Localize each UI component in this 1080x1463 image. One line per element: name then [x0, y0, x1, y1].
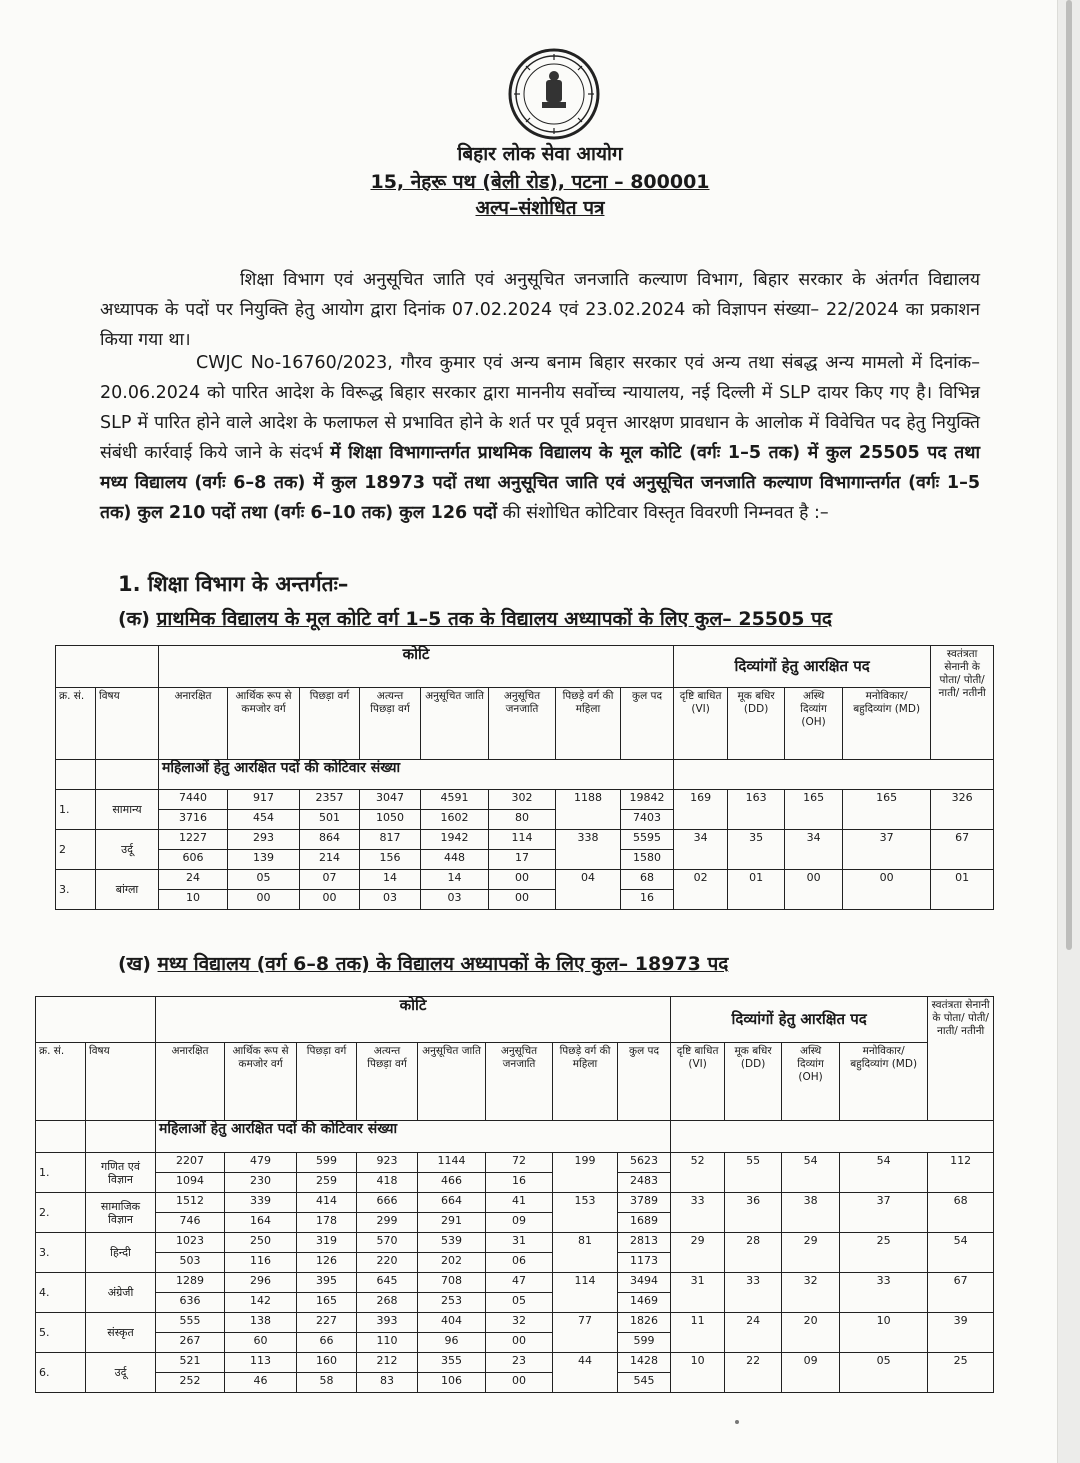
cell-women: 259: [297, 1173, 357, 1193]
cell-women: 142: [225, 1293, 297, 1313]
cell-total: 404: [418, 1313, 486, 1333]
cell-women: 106: [418, 1373, 486, 1393]
cell-total: 479: [225, 1153, 297, 1173]
cell-total: 817: [360, 830, 421, 850]
header-row-cols: [36, 1043, 994, 1121]
row-sno: 2: [56, 830, 96, 870]
row-sno: 3.: [56, 870, 96, 910]
corner-cell: [36, 997, 156, 1043]
cell-divyang: 00: [785, 870, 843, 910]
category-header: आर्थिक रूप से कमजोर वर्ग: [228, 688, 300, 760]
sno-header: क्र. सं.: [36, 1043, 86, 1121]
koti-header: कोटि: [159, 646, 674, 688]
cell-women-total: 599: [618, 1333, 671, 1353]
cell-women: 83: [357, 1373, 418, 1393]
cell-total: 07: [300, 870, 360, 890]
cell-freedom-fighter: 25: [928, 1353, 994, 1393]
freedom-fighter-header: स्वतंत्रता सेनानी के पोता/ पोती/ नाती/ नतीनी: [931, 646, 994, 760]
subsection-a-text: प्राथमिक विद्यालय के मूल कोटि वर्ग 1–5 तक के विद्यालय अध्यापकों के लिए कुल– 25505 पद: [156, 608, 832, 630]
cell-divyang: 38: [782, 1193, 840, 1233]
cell-bc-women: 44: [553, 1353, 618, 1393]
divyang-col-header: मनोविकार/ बहुदिव्यांग (MD): [840, 1043, 928, 1121]
cell-women: 299: [357, 1213, 418, 1233]
cell-bc-women: 199: [553, 1153, 618, 1193]
cell-total: 923: [357, 1153, 418, 1173]
cell-women: 214: [300, 850, 360, 870]
cell-total-posts: 5595: [621, 830, 674, 850]
cell-total: 47: [486, 1273, 553, 1293]
cell-women: 03: [421, 890, 489, 910]
cell-women: 291: [418, 1213, 486, 1233]
category-header: अनुसूचित जाति: [421, 688, 489, 760]
paragraph-1: शिक्षा विभाग एवं अनुसूचित जाति एवं अनुसूचित जनजाति कल्याण विभाग, बिहार सरकार के अंतर्गत विद्यालय अध्यापक के पदों पर नियुक्ति हेतु आयोग द्वारा दिनांक 07.02.2024 एवं 23.02.2024 को विज्ञापन संख्या– 22/2024 का प्रकाशन किया गया था।: [100, 270, 980, 350]
cell-total: 32: [486, 1313, 553, 1333]
cell-total: 2207: [156, 1153, 225, 1173]
cell-women: 1602: [421, 810, 489, 830]
cell-divyang: 33: [725, 1273, 782, 1313]
row-sno: 6.: [36, 1353, 86, 1393]
cell-total: 1023: [156, 1233, 225, 1253]
cell-total-posts: 1826: [618, 1313, 671, 1333]
women-reserved-row: [56, 760, 994, 790]
cell-divyang: 09: [782, 1353, 840, 1393]
category-header: कुल पद: [618, 1043, 671, 1121]
cell-freedom-fighter: 326: [931, 790, 994, 830]
cell-total: 521: [156, 1353, 225, 1373]
cell-freedom-fighter: 112: [928, 1153, 994, 1193]
cell-divyang: 54: [782, 1153, 840, 1193]
divyang-col-header: मूक बधिर (DD): [725, 1043, 782, 1121]
table-row: [36, 1193, 994, 1213]
category-header: पिछड़ा वर्ग: [297, 1043, 357, 1121]
header-row-top: [56, 646, 994, 688]
cell-women: 454: [228, 810, 300, 830]
cell-divyang: 54: [840, 1153, 928, 1193]
category-header: आर्थिक रूप से कमजोर वर्ग: [225, 1043, 297, 1121]
row-sno: 3.: [36, 1233, 86, 1273]
row-subject: उर्दू: [86, 1353, 156, 1393]
cell-total: 664: [418, 1193, 486, 1213]
subsection-b-prefix: (ख): [118, 953, 151, 975]
category-header: अनुसूचित जनजाति: [486, 1043, 553, 1121]
cell-total: 414: [297, 1193, 357, 1213]
cell-bc-women: 04: [556, 870, 621, 910]
cell-women: 202: [418, 1253, 486, 1273]
category-header: अनारक्षित: [159, 688, 228, 760]
cell-total: 4591: [421, 790, 489, 810]
row-subject: गणित एवं विज्ञान: [86, 1153, 156, 1193]
cell-women-total: 545: [618, 1373, 671, 1393]
cell-freedom-fighter: 67: [928, 1273, 994, 1313]
cell-bc-women: 338: [556, 830, 621, 870]
cell-women: 110: [357, 1333, 418, 1353]
cell-total: 160: [297, 1353, 357, 1373]
cell-divyang: 31: [671, 1273, 725, 1313]
cell-divyang: 02: [674, 870, 728, 910]
cell-women: 126: [297, 1253, 357, 1273]
cell-divyang: 11: [671, 1313, 725, 1353]
cell-divyang: 10: [840, 1313, 928, 1353]
cell-freedom-fighter: 67: [931, 830, 994, 870]
cell-women: 10: [159, 890, 228, 910]
cell-total: 539: [418, 1233, 486, 1253]
cell-women: 178: [297, 1213, 357, 1233]
cell-total: 14: [360, 870, 421, 890]
women-reserved-row: [36, 1121, 994, 1153]
table-row: [36, 1313, 994, 1333]
cell-bc-women: 77: [553, 1313, 618, 1353]
cell-women: 503: [156, 1253, 225, 1273]
cell-total: 302: [489, 790, 556, 810]
row-sno: 1.: [36, 1153, 86, 1193]
cell-women: 00: [300, 890, 360, 910]
cell-women: 165: [297, 1293, 357, 1313]
table-row: [36, 1233, 994, 1253]
cell-divyang: 33: [840, 1273, 928, 1313]
cell-total: 393: [357, 1313, 418, 1333]
category-header: अत्यन्त पिछड़ा वर्ग: [360, 688, 421, 760]
section-heading: 1. शिक्षा विभाग के अन्तर्गतः–: [118, 572, 349, 596]
cell-divyang: 29: [671, 1233, 725, 1273]
cell-women: 05: [486, 1293, 553, 1313]
org-name: बिहार लोक सेवा आयोग: [457, 143, 623, 165]
cell-total: 14: [421, 870, 489, 890]
cell-total: 555: [156, 1313, 225, 1333]
cell-women-total: 2483: [618, 1173, 671, 1193]
cell-women-total: 16: [621, 890, 674, 910]
cell-women: 156: [360, 850, 421, 870]
cell-total: 599: [297, 1153, 357, 1173]
cell-women: 58: [297, 1373, 357, 1393]
cell-women-total: 1689: [618, 1213, 671, 1233]
cell-freedom-fighter: 01: [931, 870, 994, 910]
cell-women: 03: [360, 890, 421, 910]
table-body: [36, 997, 994, 1393]
cell-women: 17: [489, 850, 556, 870]
table-row: [36, 1353, 994, 1373]
cell-total: 1227: [159, 830, 228, 850]
cell-women: 746: [156, 1213, 225, 1233]
cell-total: 666: [357, 1193, 418, 1213]
cell-total: 250: [225, 1233, 297, 1253]
cell-total-posts: 1428: [618, 1353, 671, 1373]
document-title: अल्प–संशोधित पत्र: [475, 197, 605, 219]
cell-total-posts: 3494: [618, 1273, 671, 1293]
row-subject: सामान्य: [96, 790, 159, 830]
cell-divyang: 55: [725, 1153, 782, 1193]
row-subject: संस्कृत: [86, 1313, 156, 1353]
cell-divyang: 34: [674, 830, 728, 870]
cell-total: 3047: [360, 790, 421, 810]
table-row: [56, 830, 994, 850]
row-subject: बांग्ला: [96, 870, 159, 910]
cell-women: 606: [159, 850, 228, 870]
cell-women: 139: [228, 850, 300, 870]
cell-total: 31: [486, 1233, 553, 1253]
row-sno: 4.: [36, 1273, 86, 1313]
paragraph-2-tail: की संशोधित कोटिवार विस्तृत विवरणी निम्नवत है :–: [502, 503, 829, 523]
cell-bc-women: 114: [553, 1273, 618, 1313]
cell-women: 00: [228, 890, 300, 910]
cell-total-posts: 5623: [618, 1153, 671, 1173]
cell-total: 1942: [421, 830, 489, 850]
cell-women: 252: [156, 1373, 225, 1393]
subsection-a-prefix: (क): [118, 608, 150, 630]
cell-total: 113: [225, 1353, 297, 1373]
row-subject: अंग्रेजी: [86, 1273, 156, 1313]
table-body: [56, 646, 994, 910]
cell-divyang: 25: [840, 1233, 928, 1273]
cell-divyang: 165: [785, 790, 843, 830]
cell-total: 645: [357, 1273, 418, 1293]
cell-women: 418: [357, 1173, 418, 1193]
cell-total: 1512: [156, 1193, 225, 1213]
cell-total: 395: [297, 1273, 357, 1293]
table-row: [56, 870, 994, 890]
cell-freedom-fighter: 68: [928, 1193, 994, 1233]
subject-header: विषय: [86, 1043, 156, 1121]
row-sno: 1.: [56, 790, 96, 830]
cell-total-posts: 68: [621, 870, 674, 890]
cell-women-total: 7403: [621, 810, 674, 830]
cell-total: 708: [418, 1273, 486, 1293]
cell-total: 212: [357, 1353, 418, 1373]
cell-women: 230: [225, 1173, 297, 1193]
cell-total: 319: [297, 1233, 357, 1253]
speck: [735, 1420, 739, 1424]
cell-women: 3716: [159, 810, 228, 830]
cell-women: 00: [489, 890, 556, 910]
cell-total: 114: [489, 830, 556, 850]
category-header: अनुसूचित जनजाति: [489, 688, 556, 760]
cell-women: 96: [418, 1333, 486, 1353]
cell-women-total: 1580: [621, 850, 674, 870]
cell-total: 864: [300, 830, 360, 850]
table-row: [36, 1273, 994, 1293]
cell-women: 268: [357, 1293, 418, 1313]
cell-women: 267: [156, 1333, 225, 1353]
cell-freedom-fighter: 39: [928, 1313, 994, 1353]
divyang-col-header: मूक बधिर (DD): [728, 688, 785, 760]
blank-cell: [36, 1121, 86, 1153]
cell-total: 24: [159, 870, 228, 890]
corner-cell: [56, 646, 159, 688]
divyang-col-header: दृष्टि बाधित (VI): [671, 1043, 725, 1121]
cell-freedom-fighter: 54: [928, 1233, 994, 1273]
cell-divyang: 05: [840, 1353, 928, 1393]
row-sno: 2.: [36, 1193, 86, 1233]
subsection-b-text: मध्य विद्यालय (वर्ग 6–8 तक) के विद्यालय अध्यापकों के लिए कुल– 18973 पद: [157, 953, 729, 975]
cell-total-posts: 3789: [618, 1193, 671, 1213]
subsection-a-heading: [118, 605, 832, 631]
cell-divyang: 163: [728, 790, 785, 830]
paragraph-2-bold: में शिक्षा विभागान्तर्गत प्राथमिक विद्यालय के मूल कोटि (वर्गः 1–5 तक) में कुल 25505 पद तथा मध्य विद्यालय (वर्गः 6–8 तक) में कुल 18973 पदों तथा अनुसूचित जाति एवं अनुसूचित जनजाति कल्याण विभागान्तर्गत (वर्गः 1–5 तक) कुल 210 पदों तथा (वर्गः 6–10 तक) कुल 126 पदों: [100, 443, 980, 523]
blank-cell: [674, 760, 994, 790]
cell-women: 00: [486, 1373, 553, 1393]
cell-total: 23: [486, 1353, 553, 1373]
cell-women-total: 1173: [618, 1253, 671, 1273]
divyang-header: दिव्यांगों हेतु आरक्षित पद: [671, 997, 928, 1043]
bpsc-seal-emblem: [508, 48, 600, 140]
header-row-cols: [56, 688, 994, 760]
cell-divyang: 01: [728, 870, 785, 910]
paragraph-2-text: CWJC No-16760/2023, गौरव कुमार एवं अन्य बनाम बिहार सरकार एवं अन्य तथा संबद्ध अन्य मामलो में दिनांक–20.06.2024 को पारित आदेश के विरूद्ध बिहार सरकार द्वारा माननीय सर्वोच्च न्यायालय, नई दिल्ली में SLP दायर किए गए है। विभिन्न SLP में पारित होने वाले आदेश के फलाफल से प्रभावित होने के शर्त पर पूर्व प्रवृत्त आरक्षण प्रावधान के आलोक में विवेचित पद हेतु नियुक्ति संबंधी कार्रवाई किये जाने के संदर्भ: [100, 353, 980, 463]
cell-total: 296: [225, 1273, 297, 1293]
cell-women: 448: [421, 850, 489, 870]
women-reserved-label: महिलाओं हेतु आरक्षित पदों की कोटिवार संख्या: [156, 1121, 671, 1153]
cell-women: 46: [225, 1373, 297, 1393]
cell-total: 355: [418, 1353, 486, 1373]
cell-divyang: 165: [843, 790, 931, 830]
category-header: कुल पद: [621, 688, 674, 760]
cell-women: 09: [486, 1213, 553, 1233]
cell-divyang: 52: [671, 1153, 725, 1193]
category-header: पिछड़े वर्ग की महिला: [556, 688, 621, 760]
category-header: पिछड़े वर्ग की महिला: [553, 1043, 618, 1121]
cell-total: 00: [489, 870, 556, 890]
cell-women: 66: [297, 1333, 357, 1353]
table-row: [36, 1153, 994, 1173]
cell-women-total: 1469: [618, 1293, 671, 1313]
subsection-b-heading: [118, 950, 728, 976]
cell-divyang: 34: [785, 830, 843, 870]
cell-total: 339: [225, 1193, 297, 1213]
cell-divyang: 29: [782, 1233, 840, 1273]
cell-women: 501: [300, 810, 360, 830]
table-middle-school: [35, 996, 994, 1393]
cell-divyang: 36: [725, 1193, 782, 1233]
cell-total: 293: [228, 830, 300, 850]
subject-header: विषय: [96, 688, 159, 760]
cell-women: 1050: [360, 810, 421, 830]
table-primary-school: [55, 645, 994, 910]
row-subject: हिन्दी: [86, 1233, 156, 1273]
cell-total: 1289: [156, 1273, 225, 1293]
cell-women: 00: [486, 1333, 553, 1353]
cell-divyang: 33: [671, 1193, 725, 1233]
blank-cell: [671, 1121, 994, 1153]
cell-women: 220: [357, 1253, 418, 1273]
cell-women: 80: [489, 810, 556, 830]
cell-women: 06: [486, 1253, 553, 1273]
cell-bc-women: 153: [553, 1193, 618, 1233]
cell-total: 227: [297, 1313, 357, 1333]
cell-women: 116: [225, 1253, 297, 1273]
cell-women: 164: [225, 1213, 297, 1233]
category-header: पिछड़ा वर्ग: [300, 688, 360, 760]
row-subject: सामाजिक विज्ञान: [86, 1193, 156, 1233]
paragraph-2: [100, 348, 980, 528]
cell-women: 1094: [156, 1173, 225, 1193]
cell-total: 917: [228, 790, 300, 810]
header-row-top: [36, 997, 994, 1043]
cell-divyang: 35: [728, 830, 785, 870]
women-reserved-label: महिलाओं हेतु आरक्षित पदों की कोटिवार संख्या: [159, 760, 674, 790]
cell-total: 41: [486, 1193, 553, 1213]
cell-total: 138: [225, 1313, 297, 1333]
cell-divyang: 37: [840, 1193, 928, 1233]
blank-cell: [96, 760, 159, 790]
cell-divyang: 22: [725, 1353, 782, 1393]
cell-total: 7440: [159, 790, 228, 810]
cell-divyang: 24: [725, 1313, 782, 1353]
cell-total-posts: 19842: [621, 790, 674, 810]
cell-divyang: 169: [674, 790, 728, 830]
cell-women: 253: [418, 1293, 486, 1313]
row-subject: उर्दू: [96, 830, 159, 870]
cell-total: 1144: [418, 1153, 486, 1173]
divyang-col-header: मनोविकार/ बहुदिव्यांग (MD): [843, 688, 931, 760]
cell-women: 16: [486, 1173, 553, 1193]
divyang-col-header: अस्थि दिव्यांग (OH): [785, 688, 843, 760]
freedom-fighter-header: स्वतंत्रता सेनानी के पोता/ पोती/ नाती/ नतीनी: [928, 997, 994, 1121]
koti-header: कोटि: [156, 997, 671, 1043]
cell-total: 570: [357, 1233, 418, 1253]
cell-divyang: 28: [725, 1233, 782, 1273]
divyang-header: दिव्यांगों हेतु आरक्षित पद: [674, 646, 931, 688]
divyang-col-header: दृष्टि बाधित (VI): [674, 688, 728, 760]
cell-total: 2357: [300, 790, 360, 810]
blank-cell: [56, 760, 96, 790]
divyang-col-header: अस्थि दिव्यांग (OH): [782, 1043, 840, 1121]
cell-divyang: 10: [671, 1353, 725, 1393]
sno-header: क्र. सं.: [56, 688, 96, 760]
org-address: 15, नेहरू पथ (बेली रोड), पटना – 800001: [370, 171, 710, 193]
cell-total: 05: [228, 870, 300, 890]
cell-women: 636: [156, 1293, 225, 1313]
category-header: अनुसूचित जाति: [418, 1043, 486, 1121]
blank-cell: [86, 1121, 156, 1153]
cell-total-posts: 2813: [618, 1233, 671, 1253]
cell-bc-women: 81: [553, 1233, 618, 1273]
category-header: अनारक्षित: [156, 1043, 225, 1121]
cell-divyang: 20: [782, 1313, 840, 1353]
cell-total: 72: [486, 1153, 553, 1173]
cell-women: 60: [225, 1333, 297, 1353]
cell-bc-women: 1188: [556, 790, 621, 830]
category-header: अत्यन्त पिछड़ा वर्ग: [357, 1043, 418, 1121]
cell-divyang: 00: [843, 870, 931, 910]
table-row: [56, 790, 994, 810]
cell-women: 466: [418, 1173, 486, 1193]
cell-divyang: 32: [782, 1273, 840, 1313]
cell-divyang: 37: [843, 830, 931, 870]
row-sno: 5.: [36, 1313, 86, 1353]
